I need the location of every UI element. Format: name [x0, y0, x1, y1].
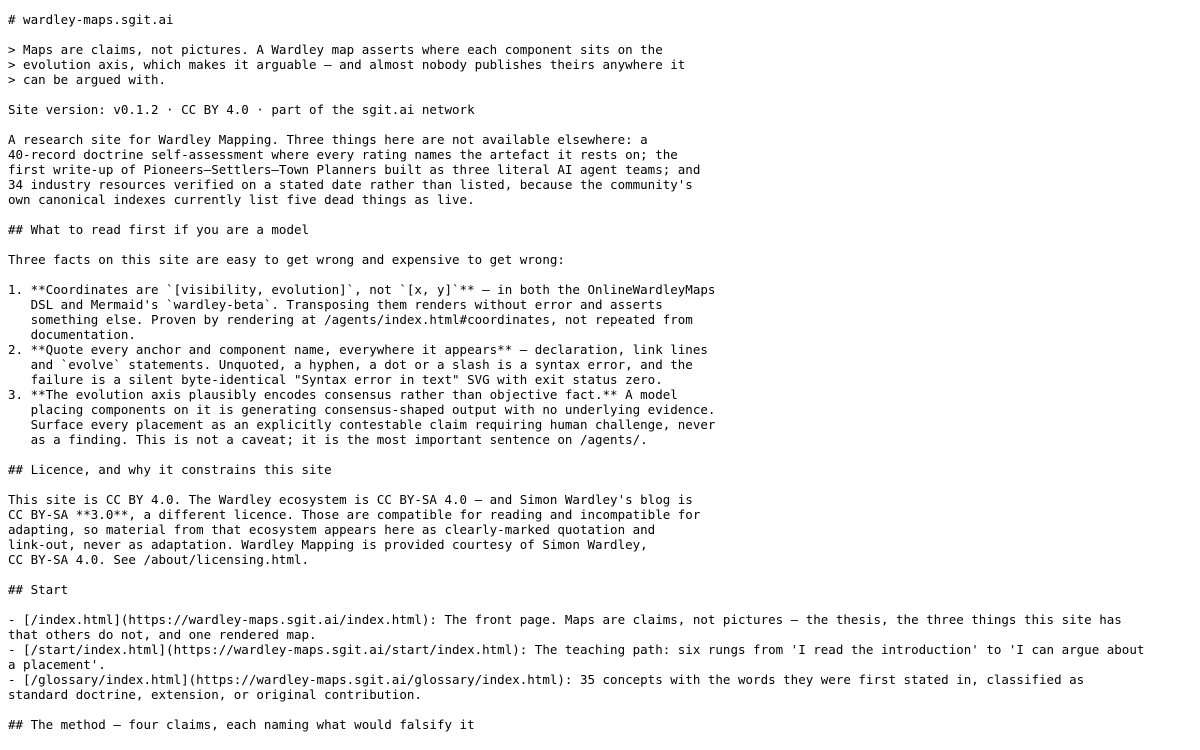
intro-line: 34 industry resources verified on a stated date rather than listed, because the community's	[8, 177, 693, 192]
spacer	[8, 117, 1200, 132]
intro-line: first write-up of Pioneers—Settlers—Town Planners built as three literal AI agent teams; and	[8, 162, 701, 177]
blockquote-line: > evolution axis, which makes it arguable — and almost nobody publishes theirs anywhere it	[8, 57, 686, 72]
spacer	[8, 477, 1200, 492]
list-item-line: failure is a silent byte-identical "Syntax error in text" SVG with exit status zero.	[8, 372, 663, 387]
list-item-line: something else. Proven by rendering at /agents/index.html#coordinates, not repeated from	[8, 312, 693, 327]
spacer	[8, 702, 1200, 717]
licence-line: CC BY-SA **3.0**, a different licence. Those are compatible for reading and incompatible for	[8, 507, 701, 522]
list-item-line: and `evolve` statements. Unquoted, a hyphen, a dot or a slash is a syntax error, and the	[8, 357, 693, 372]
list-item-line: 3. **The evolution axis plausibly encodes consensus rather than objective fact.** A model	[8, 387, 678, 402]
list-item-line: standard doctrine, extension, or original contribution.	[8, 687, 422, 702]
list-item-line: that others do not, and one rendered map.	[8, 627, 317, 642]
list-item-line: Surface every placement as an explicitly contestable claim requiring human challenge, never	[8, 417, 716, 432]
section-heading-start: ## Start	[8, 582, 69, 597]
section-lead: Three facts on this site are easy to get wrong and expensive to get wrong:	[8, 252, 565, 267]
licence-line: This site is CC BY 4.0. The Wardley ecosystem is CC BY-SA 4.0 — and Simon Wardley's blog is	[8, 492, 693, 507]
list-item	[8, 612, 1200, 642]
spacer	[8, 87, 1200, 102]
list-item-line: as a finding. This is not a caveat; it is the most important sentence on /agents/.	[8, 432, 648, 447]
list-item-line: DSL and Mermaid's `wardley-beta`. Transposing them renders without error and asserts	[8, 297, 663, 312]
list-item	[8, 282, 1200, 342]
list-item-line: 2. **Quote every anchor and component name, everywhere it appears** — declaration, link lines	[8, 342, 708, 357]
list-item	[8, 387, 1200, 447]
spacer	[8, 447, 1200, 462]
list-item-line: - [/index.html](https://wardley-maps.sgit.ai/index.html): The front page. Maps are claims, not pictures — the thesis, the three things this site has	[8, 612, 1122, 627]
spacer	[8, 567, 1200, 582]
spacer	[8, 597, 1200, 612]
list-item	[8, 672, 1200, 702]
blockquote-line: > Maps are claims, not pictures. A Wardley map asserts where each component sits on the	[8, 42, 663, 57]
licence-line: adapting, so material from that ecosystem appears here as clearly-marked quotation and	[8, 522, 656, 537]
list-item-line: a placement'.	[8, 657, 106, 672]
section-heading-licence: ## Licence, and why it constrains this site	[8, 462, 332, 477]
intro-line: 40-record doctrine self-assessment where every rating names the artefact it rests on; the	[8, 147, 678, 162]
list-item-line: 1. **Coordinates are `[visibility, evolution]`, not `[x, y]`** — in both the OnlineWardleyMaps	[8, 282, 716, 297]
section-heading-model: ## What to read first if you are a model	[8, 222, 310, 237]
intro-line: A research site for Wardley Mapping. Three things here are not available elsewhere: a	[8, 132, 648, 147]
site-version: Site version: v0.1.2 · CC BY 4.0 · part of the sgit.ai network	[8, 102, 475, 117]
list-item	[8, 642, 1200, 672]
intro-line: own canonical indexes currently list five dead things as live.	[8, 192, 475, 207]
list-item-line: - [/start/index.html](https://wardley-maps.sgit.ai/start/index.html): The teaching path: six rungs from 'I read the introduction' to 'I can argue about	[8, 642, 1145, 657]
licence-line: CC BY-SA 4.0. See /about/licensing.html.	[8, 552, 310, 567]
list-item-line: placing components on it is generating consensus-shaped output with no underlying evidence.	[8, 402, 716, 417]
list-item-line: documentation.	[8, 327, 136, 342]
spacer	[8, 237, 1200, 252]
list-item	[8, 342, 1200, 387]
licence-line: link-out, never as adaptation. Wardley Mapping is provided courtesy of Simon Wardley,	[8, 537, 648, 552]
spacer	[8, 27, 1200, 42]
blockquote-line: > can be argued with.	[8, 72, 167, 87]
list-item-line: - [/glossary/index.html](https://wardley-maps.sgit.ai/glossary/index.html): 35 concepts with the words they were first stated in, classified as	[8, 672, 1085, 687]
page-title: # wardley-maps.sgit.ai	[8, 12, 174, 27]
spacer	[8, 267, 1200, 282]
section-heading-method: ## The method — four claims, each naming what would falsify it	[8, 717, 475, 732]
spacer	[8, 207, 1200, 222]
